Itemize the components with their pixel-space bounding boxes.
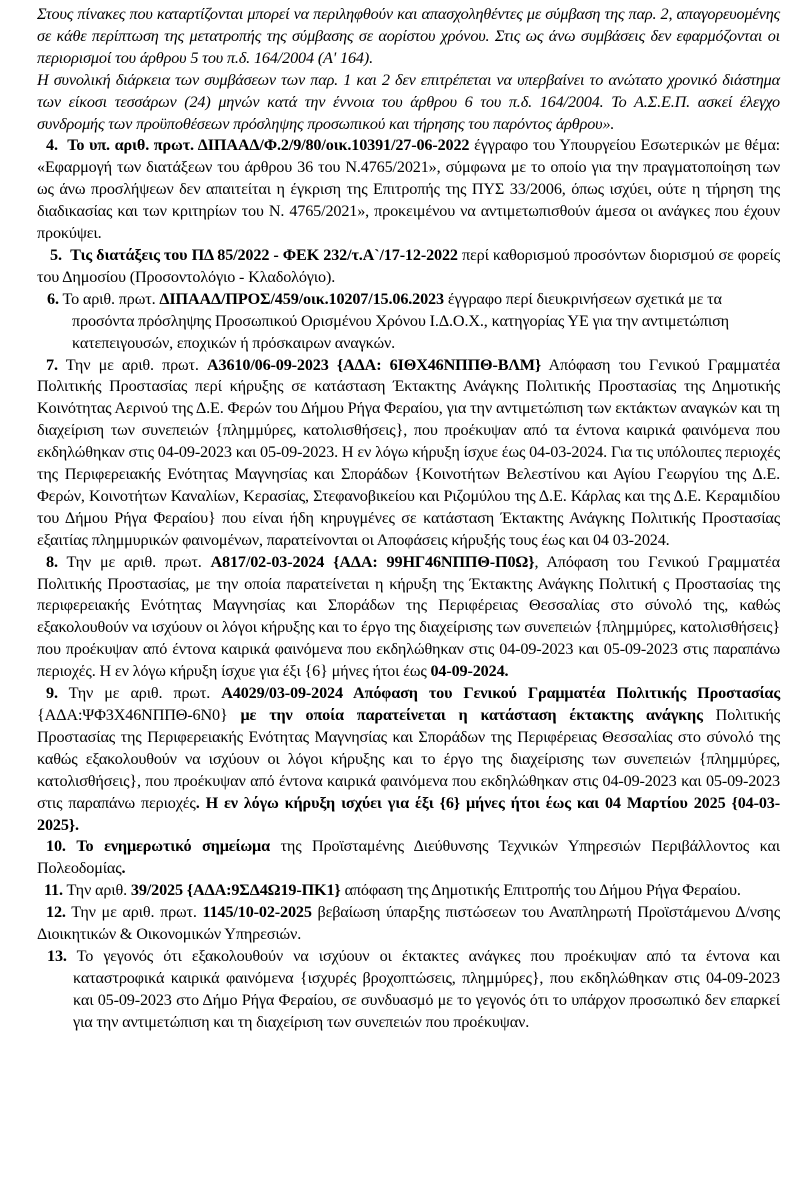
- item-bold-lead: Α4029/03-09-2024 Απόφαση του Γενικού Γραμματέα Πολιτικής Προστασίας: [221, 684, 780, 703]
- item-number: 12.: [46, 903, 66, 922]
- item-bold-tail: .: [121, 859, 126, 878]
- item-bold-tail: . Η εν λόγω κήρυξη ισχύει για έξι {6} μήνες ήτοι έως και 04 Μαρτίου 2025 {04-03-2025}.: [37, 793, 780, 834]
- item-number: 5.: [50, 245, 62, 264]
- item-bold-lead: Α817/02-03-2024 {ΑΔΑ: 99ΗΓ46ΝΠΠΘ-Π0Ω}: [210, 552, 535, 571]
- item-bold-lead: 39/2025 {ΑΔΑ:9ΣΔ4Ω19-ΠΚ1}: [130, 881, 341, 900]
- item-mid: {ΑΔΑ:ΨΦ3Χ46ΝΠΠΘ-6Ν0}: [37, 706, 241, 724]
- item-text: έγγραφο περί διευκρινήσεων σχετικά με τα προσόντα πρόσληψης Προσωπικού Ορισμένου Χρόνου Ι.Δ.Ο.Χ., κατηγορίας ΥΕ για την αντιμετώπιση κατεπειγουσών, εποχικών ή πρόσκαιρων αναγκών.: [72, 289, 729, 352]
- list-item-11: [37, 880, 780, 902]
- item-pre: Την αριθ.: [66, 881, 131, 900]
- item-text: περί καθορισμού προσόντων διορισμού σε φορείς του Δημοσίου (Προσοντολόγιο - Κλαδολόγιο).: [37, 245, 780, 286]
- item-number: 7.: [46, 355, 58, 374]
- item-number: 6.: [47, 289, 59, 308]
- item-text: Απόφαση του Γενικού Γραμματέα Πολιτικής Προστασίας περί κήρυξης σε κατάσταση Έκτακτης Ανάγκης Πολιτικής Προστασίας της Δημοτικής Κοινότητας Αερινού της Δ.Ε. Φερών του Δήμου Ρήγα Φεραίου, για την αντιμετώπιση των εκτάκτων αναγκών και τη διαχείριση των συνεπειών {πλημμύρες, κατολισθήσεις}, που προέκυψαν από τα έντονα καιρικά φαινόμενα που εκδηλώθηκαν στις 04-09-2023 και 05-09-2023. Η εν λόγω κήρυξη ίσχυε έως 04-03-2024. Για τις υπόλοιπες περιοχές της Περιφερειακής Ενότητας Μαγνησίας και Σποράδων {Κοινοτήτων Βελεστίνου και Αγίου Γεωργίου της Δ.Ε. Φερών, Κοινοτήτων Καναλίων, Κερασίας, Στεφανοβικείου και Ριζομύλου της Δ.Ε. Κάρλας και της Δ.Ε. Κεραμιδίου του Δήμου Ρήγα Φεραίου} που είναι ήδη κηρυγμένες σε κατάσταση Έκτακτης Ανάγκης Πολιτικής Προστασίας εξαιτίας πλημμυρικών φαινομένων, παρατείνονται οι Αποφάσεις κήρυξής τους έως και 04 03-2024.: [37, 355, 780, 549]
- list-item-12: [37, 902, 780, 946]
- item-bold-lead: Α3610/06-09-2023 {ΑΔΑ: 6ΙΘΧ46ΝΠΠΘ-ΒΛΜ}: [207, 355, 542, 374]
- list-item-13: [37, 946, 780, 1034]
- item-bold-lead: ΔΙΠΑΑΔ/ΠΡΟΣ/459/οικ.10207/15.06.2023: [159, 289, 444, 308]
- item-bold-tail: 04-09-2024.: [430, 662, 509, 681]
- item-text: της Προϊσταμένης Διεύθυνσης Τεχνικών Υπηρεσιών Περιβάλλοντος και Πολεοδομίας: [37, 837, 780, 878]
- item-number: 11.: [44, 881, 63, 900]
- quoted-paragraph-1: Στους πίνακες που καταρτίζονται μπορεί να περιληφθούν και απασχοληθέντες με σύμβαση της παρ. 2, απαγορευομένης σε κάθε περίπτωση της μετατροπής της σύμβασης σε αορίστου χρόνου. Στις ως άνω συμβάσεις δεν εφαρμόζονται οι περιορισμοί του άρθρου 5 του π.δ. 164/2004 (Α' 164).: [37, 5, 780, 67]
- item-text: , Απόφαση του Γενικού Γραμματέα Πολιτικής Προστασίας, με την οποία παρατείνεται η κήρυξη της Έκτακτης Ανάγκης Πολιτική ς Προστασίας της περιφερειακής Ενότητας Μαγνησίας και Σποράδων της Περιφέρειας Θεσσαλίας στο σύνολό της, καθώς εξακολουθούν να ισχύουν οι λόγοι κήρυξης και το έργο της διαχείρισης των συνεπειών {πλημμύρες, κατολισθήσεις} που προέκυψαν από έντονα καιρικά φαινόμενα που εκδηλώθηκαν στις 04-09-2023 και 05-09-2023 στις παραπάνω περιοχές. Η εν λόγω κήρυξη ίσχυε για έξι {6} μήνες ήτοι έως: [37, 552, 780, 681]
- quoted-paragraph-2: Η συνολική διάρκεια των συμβάσεων των παρ. 1 και 2 δεν επιτρέπεται να υπερβαίνει το ανώτατο χρονικό διάστημα των είκοσι τεσσάρων (24) μηνών κατά την έννοια του άρθρου 6 του π.δ. 164/2004. Το Α.Σ.Ε.Π. ασκεί έλεγχο συνδρομής των προϋποθέσεων πρόσληψης προσωπικού και τήρησης του παρόντος άρθρου».: [37, 70, 780, 133]
- item-number: 9.: [46, 684, 58, 703]
- item-bold-lead: 1145/10-02-2025: [202, 903, 312, 922]
- item-number: 13.: [47, 946, 67, 965]
- item-text: βεβαίωση ύπαρξης πιστώσεων του Αναπληρωτή Προϊστάμενου Δ/νσης Διοικητικών & Οικονομικών Υπηρεσιών.: [37, 903, 780, 944]
- item-pre: Το αριθ. πρωτ.: [62, 289, 160, 308]
- list-item-6: [37, 289, 780, 355]
- item-bold-lead: Το υπ. αριθ. πρωτ. ΔΙΠΑΑΔ/Φ.2/9/80/οικ.10391/27-06-2022: [67, 136, 470, 155]
- item-text: έγγραφο του Υπουργείου Εσωτερικών με θέμα: «Εφαρμογή των διατάξεων του άρθρου 36 του Ν.4765/2021», σύμφωνα με το οποίο για την πραγματοποίηση των ως άνω προσλήψεων δεν απαιτείται η έγκριση της Επιτροπής της ΠΥΣ 33/2006, όπως ισχύει, ούτε η τήρηση της διαδικασίας και των κριτηρίων του Ν. 4765/2021», προκειμένου να αντιμετωπισθούν άμεσα οι ανάγκες που έχουν προκύψει.: [37, 136, 780, 243]
- list-item-8: [37, 552, 780, 683]
- item-pre: Την με αριθ. πρωτ.: [68, 684, 222, 703]
- item-bold-lead: Το ενημερωτικό σημείωμα: [76, 837, 270, 856]
- item-number: 10.: [46, 837, 66, 856]
- item-number: 8.: [46, 552, 58, 571]
- list-item-7: [37, 355, 780, 552]
- list-item-4: [37, 135, 780, 245]
- item-pre: Την με αριθ. πρωτ.: [66, 552, 211, 571]
- item-pre: Την με αριθ. πρωτ.: [65, 355, 207, 374]
- item-text: Πολιτικής Προστασίας της Περιφερειακής Ενότητας Μαγνησίας και Σποράδων της Περιφέρειας Θεσσαλίας στο σύνολό της καθώς εξακολουθούν να ισχύουν οι λόγοι κήρυξης και το έργο της διαχείρισης των συνεπειών {πλημμύρες, κατολισθήσεις}, που προέκυψαν από έντονα καιρικά φαινόμενα που εκδηλώθηκαν στις 04-09-2023 και 05-09-2023 στις παραπάνω περιοχές: [37, 706, 780, 812]
- item-text: απόφαση της Δημοτικής Επιτροπής του Δήμου Ρήγα Φεραίου.: [340, 881, 741, 900]
- list-item-5: [37, 245, 780, 289]
- item-number: 4.: [46, 136, 58, 155]
- list-item-10: [37, 836, 780, 880]
- list-item-9: [37, 683, 780, 836]
- item-bold-lead: Τις διατάξεις του ΠΔ 85/2022 - ΦΕΚ 232/τ.Α`/17-12-2022: [70, 245, 458, 264]
- item-text: Το γεγονός ότι εξακολουθούν να ισχύουν οι έκτακτες ανάγκες που προέκυψαν από τα έντονα και καταστροφικά καιρικά φαινόμενα {ισχυρές βροχοπτώσεις, πλημμύρες}, που εκδηλώθηκαν στις 04-09-2023 και 05-09-2023 στο Δήμο Ρήγα Φεραίου, σε συνδυασμό με το γεγονός ότι το υπάρχον προσωπικό δεν επαρκεί για την αντιμετώπιση και τη διαχείριση των συνεπειών που προέκυψαν.: [73, 946, 780, 1031]
- item-bold-mid: με την οποία παρατείνεται η κατάσταση έκτακτης ανάγκης: [240, 706, 703, 724]
- item-pre: Την με αριθ. πρωτ.: [71, 903, 203, 922]
